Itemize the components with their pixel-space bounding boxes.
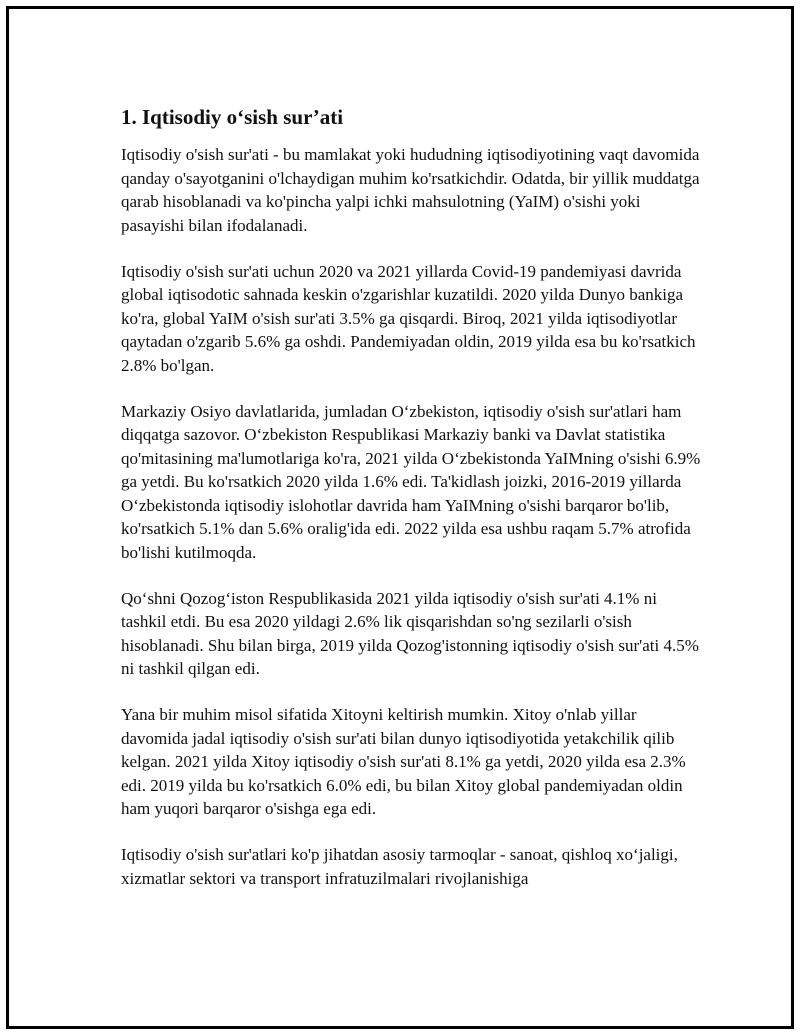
paragraph-3: Markaziy Osiyo davlatlarida, jumladan O‘zbekiston, iqtisodiy o'sish sur'atlari ham diqqatga sazovor. O‘zbekiston Respublikasi Markaziy banki va Davlat statistika qo'mitasining ma'lumotlariga ko'ra, 2021 yilda O‘zbekistonda YaIMning o'sishi 6.9% ga yetdi. Bu ko'rsatkich 2020 yilda 1.6% edi. Ta'kidlash joizki, 2016-2019 yillarda O‘zbekistonda iqtisodiy islohotlar davrida ham YaIMning o'sishi barqaror bo'lib, ko'rsatkich 5.1% dan 5.6% oralig'ida edi. 2022 yilda esa ushbu raqam 5.7% atrofida bo'lishi kutilmoqda. — [121, 401, 701, 562]
paragraph-1: Iqtisodiy o'sish sur'ati - bu mamlakat yoki hududning iqtisodiyotining vaqt davomida qanday o'sayotganini o'lchaydigan muhim ko'rsatkichdir. Odatda, bir yillik muddatga qarab hisoblanadi va ko'pincha yalpi ichki mahsulotning (YaIM) o'sishi yoki pasayishi bilan ifodalanadi. — [121, 145, 700, 235]
paragraph-6: Iqtisodiy o'sish sur'atlari ko'p jihatdan asosiy tarmoqlar - sanoat, qishloq xo‘jaligi, xizmatlar sektori va transport infratuzilmalari rivojlanishiga — [121, 845, 678, 888]
section-heading: 1. Iqtisodiy o‘sish sur’ati — [121, 105, 344, 129]
paragraph-5: Yana bir muhim misol sifatida Xitoyni keltirish mumkin. Xitoy o'nlab yillar davomida jadal iqtisodiy o'sish sur'ati bilan dunyo iqtisodiyotida yetakchilik qilib kelgan. 2021 yilda Xitoy iqtisodiy o'sish sur'ati 8.1% ga yetdi, 2020 yilda esa 2.3% edi. 2019 yilda bu ko'rsatkich 6.0% edi, bu bilan Xitoy global pandemiyadan oldin ham yuqori barqaror o'sishga ega edi. — [121, 705, 686, 818]
paragraph-4: Qo‘shni Qozog‘iston Respublikasida 2021 yilda iqtisodiy o'sish sur'ati 4.1% ni tashkil etdi. Bu esa 2020 yildagi 2.6% lik qisqarishdan so'ng sezilarli o'sish hisoblanadi. Shu bilan birga, 2019 yilda Qozog'istonning iqtisodiy o'sish sur'ati 4.5% ni tashkil qilgan edi. — [121, 588, 699, 678]
page-frame — [6, 6, 794, 1029]
document-body — [121, 101, 701, 913]
paragraph-2: Iqtisodiy o'sish sur'ati uchun 2020 va 2021 yillarda Covid-19 pandemiyasi davrida global iqtisodotic sahnada keskin o'zgarishlar kuzatildi. 2020 yilda Dunyo bankiga ko'ra, global YaIM o'sish sur'ati 3.5% ga qisqardi. Biroq, 2021 yilda iqtisodiyotlar qaytadan o'zgarib 5.6% ga oshdi. Pandemiyadan oldin, 2019 yilda esa bu ko'rsatkich 2.8% bo'lgan. — [121, 261, 696, 375]
